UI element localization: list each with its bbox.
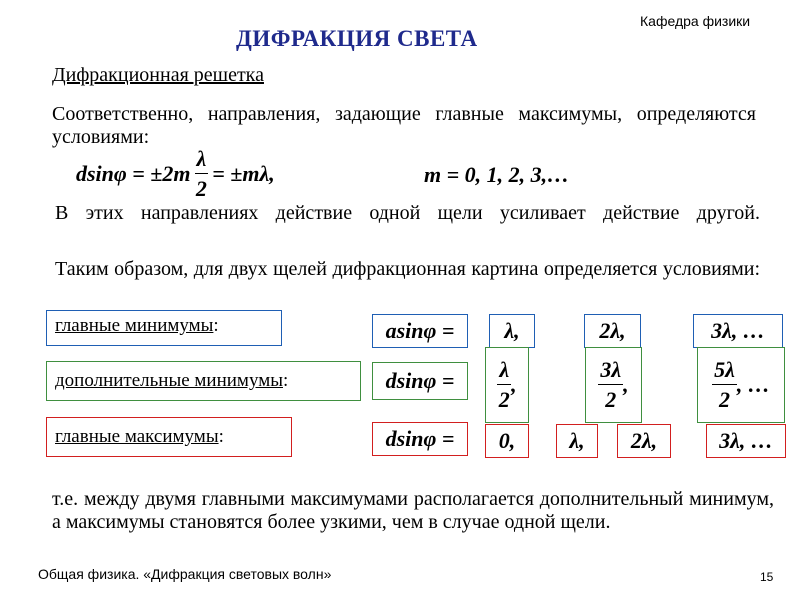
formula-main-maxima — [76, 148, 275, 200]
formula-frac-den: 2 — [195, 176, 207, 201]
label-main-maxima — [46, 417, 292, 457]
formula-lhs: dsinφ = ±2m — [76, 161, 191, 186]
frac-den: 2 — [718, 387, 730, 412]
frac-den: 2 — [498, 387, 510, 412]
footer-course: Общая физика. «Дифракция световых волн» — [38, 566, 332, 582]
paragraph-directions: Соответственно, направления, задающие главные максимумы, определяются условиями: — [52, 103, 756, 148]
value-lambda: λ, — [556, 424, 598, 458]
label-main-minima — [46, 310, 282, 346]
label-additional-minima-text: дополнительные минимумы — [55, 370, 283, 391]
label-main-maxima-text: главные максимумы — [55, 426, 219, 447]
formula-fraction — [195, 148, 209, 200]
frac-num: 3λ — [598, 359, 623, 385]
label-main-minima-text: главные минимумы — [55, 315, 214, 336]
value-zero: 0, — [485, 424, 529, 458]
frac-tail: , … — [736, 372, 770, 397]
formula-dsin-maxima: dsinφ = — [372, 422, 468, 456]
department-label: Кафедра физики — [640, 13, 751, 29]
label-colon: : — [218, 426, 224, 447]
fraction-3lambda-over-2 — [585, 347, 642, 423]
frac-tail: , — [511, 372, 517, 397]
slide-title: ДИФРАКЦИЯ СВЕТА — [236, 26, 478, 51]
formula-frac-num: λ — [195, 148, 209, 174]
fraction-lambda-over-2 — [485, 347, 529, 423]
label-colon: : — [283, 370, 289, 391]
value-2lambda: 2λ, — [584, 314, 641, 348]
formula-m-values: m = 0, 1, 2, 3,… — [424, 162, 570, 187]
value-2lambda: 2λ, — [617, 424, 671, 458]
paragraph-one-slit: В этих направлениях действие одной щели усиливает действие другой. — [55, 202, 760, 224]
frac-num: λ — [497, 359, 511, 385]
formula-asin: asinφ = — [372, 314, 468, 348]
frac-tail: , — [623, 372, 629, 397]
frac-den: 2 — [605, 387, 617, 412]
fraction-5lambda-over-2 — [697, 347, 785, 423]
page-number: 15 — [760, 570, 774, 584]
label-colon: : — [213, 315, 219, 336]
section-title: Дифракционная решетка — [52, 64, 264, 86]
paragraph-conclusion: т.е. между двумя главными максимумами располагается дополнительный минимум, а максимумы становятся более узкими, чем в случае одной щели. — [52, 488, 774, 533]
value-3lambda: 3λ, … — [693, 314, 783, 348]
value-lambda: λ, — [489, 314, 535, 348]
paragraph-two-slits: Таким образом, для двух щелей дифракционная картина определяется условиями: — [55, 258, 760, 280]
label-additional-minima — [46, 361, 361, 401]
frac-num: 5λ — [712, 359, 737, 385]
value-3lambda: 3λ, … — [706, 424, 786, 458]
formula-dsin-additional: dsinφ = — [372, 362, 468, 400]
formula-rhs: = ±mλ, — [212, 161, 275, 186]
